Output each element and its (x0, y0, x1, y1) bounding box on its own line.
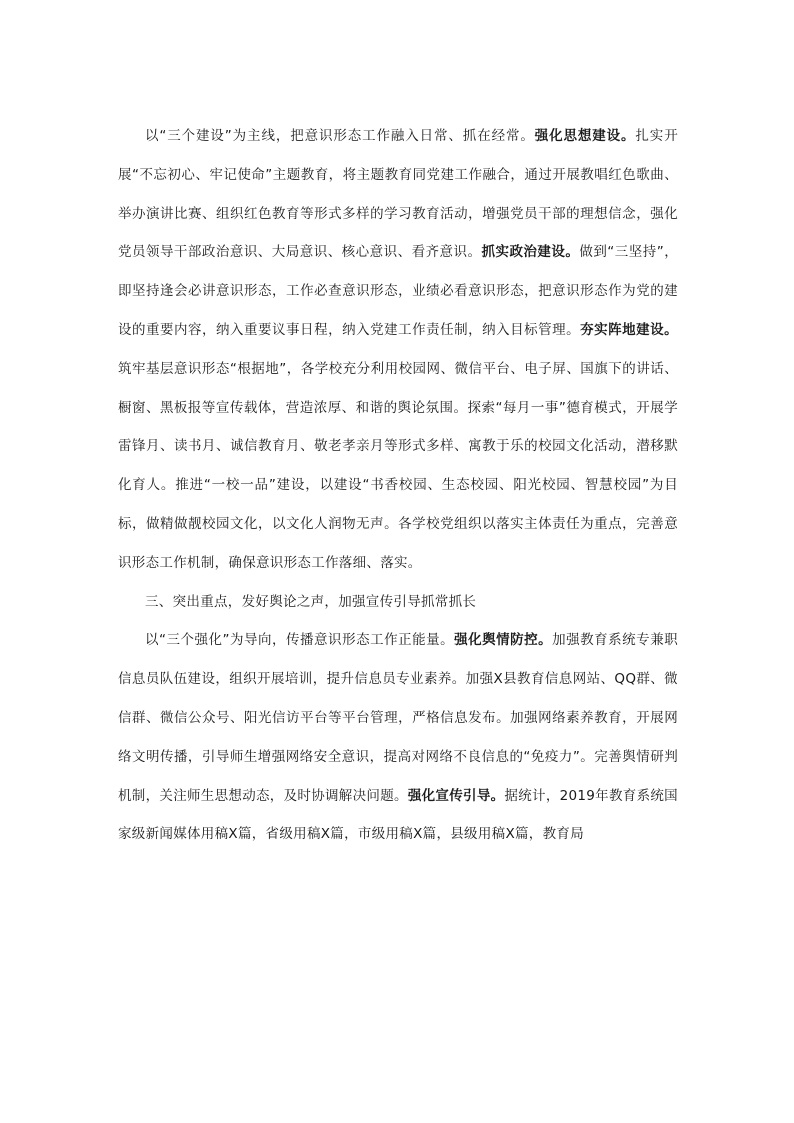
section-heading-three: 三、突出重点，发好舆论之声，加强宣传引导抓常抓长 (145, 593, 477, 610)
paragraph-text: 据统计，2019年教育系统国家级新闻媒体用稿X篇，省级用稿X篇，市级用稿X篇，县级用稿X篇，教育局 (118, 787, 678, 843)
bold-phrase-opinion-control: 强化舆情防控。 (454, 632, 553, 649)
bold-phrase-publicity: 强化宣传引导。 (407, 787, 505, 804)
bold-phrase-front: 夯实阵地建设。 (580, 321, 678, 338)
paragraph-text: 扎实开展“不忘初心、牢记使命”主题教育，将主题教育同党建工作融合，通过开展教唱红色歌曲、举办演讲比赛、组织红色教育等形式多样的学习教育活动，增强党员干部的理想信念，强化党员领导干部政治意识、大局意识、核心意识、看齐意识。 (118, 128, 678, 261)
paragraph-text: 以“三个建设”为主线，把意识形态工作融入日常、抓在经常。 (145, 128, 535, 144)
bold-phrase-ideology: 强化思想建设。 (534, 128, 636, 144)
document-body (118, 117, 678, 854)
paragraph-three-constructions (118, 117, 678, 583)
paragraph-text: 筑牢基层意识形态“根据地”，各学校充分利用校园网、微信平台、电子屏、国旗下的讲话、橱窗、黑板报等宣传载体，营造浓厚、和谐的舆论氛围。探索“每月一事”德育模式，开展学雷锋月、读书月、诚信教育月、敬老孝亲月等形式多样、寓教于乐的校园文化活动，潜移默化育人。推进“一校一品”建设，以建设“书香校园、生态校园、阳光校园、智慧校园”为目标，做精做靓校园文化，以文化人润物无声。各学校党组织以落实主体责任为重点，完善意识形态工作机制，确保意识形态工作落细、落实。 (118, 360, 678, 571)
paragraph-three-strengthenings (118, 621, 678, 854)
paragraph-text: 以“三个强化”为导向，传播意识形态工作正能量。 (145, 632, 455, 649)
bold-phrase-politics: 抓实政治建设。 (481, 244, 580, 261)
paragraph-text: 加强教育系统专兼职信息员队伍建设，组织开展培训，提升信息员专业素养。加强X县教育信息网站、QQ群、微信群、微信公众号、阳光信访平台等平台管理，严格信息发布。加强网络素养教育，开展网络文明传播，引导师生增强网络安全意识，提高对网络不良信息的“免疫力”。完善舆情研判机制，关注师生思想动态，及时协调解决问题。 (118, 632, 678, 804)
paragraph-text: 做到“三坚持”，即坚持逢会必讲意识形态，工作必查意识形态，业绩必看意识形态，把意识形态作为党的建设的重要内容，纳入重要议事日程，纳入党建工作责任制，纳入目标管理。 (118, 244, 678, 338)
